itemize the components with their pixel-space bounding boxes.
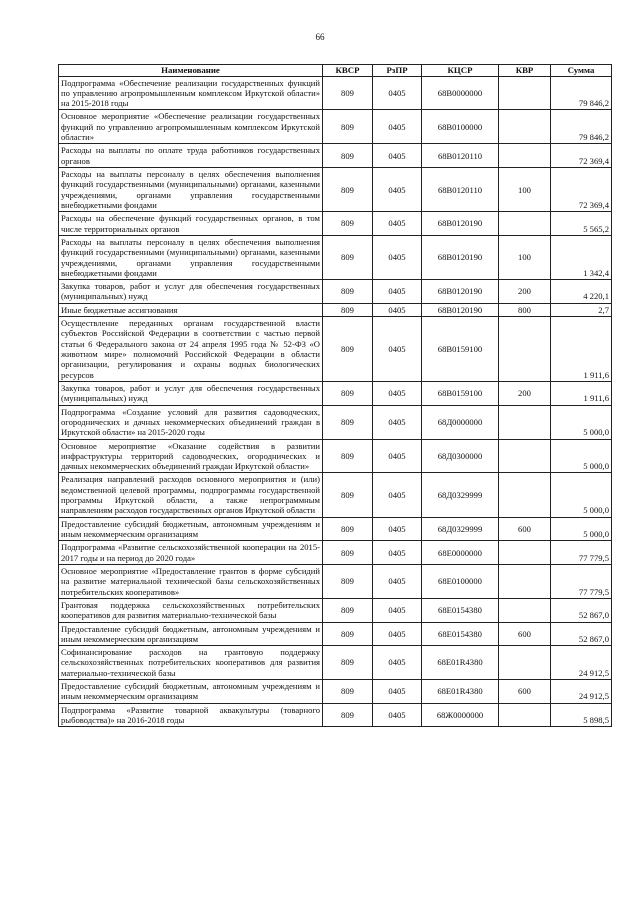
row-rzpr: 0405	[373, 76, 422, 110]
row-sum: 72 369,4	[551, 144, 612, 168]
table-row	[59, 212, 612, 236]
row-kcsr: 68В0120190	[422, 303, 499, 316]
row-kvr	[499, 473, 551, 517]
row-rzpr: 0405	[373, 622, 422, 646]
row-kvr: 200	[499, 381, 551, 405]
row-kvsr: 809	[323, 439, 373, 473]
row-kvsr: 809	[323, 144, 373, 168]
row-kvsr: 809	[323, 317, 373, 382]
row-kvsr: 809	[323, 168, 373, 212]
row-kvsr: 809	[323, 680, 373, 704]
row-kcsr: 68Е01R4380	[422, 646, 499, 680]
table-header-row	[59, 65, 612, 77]
table-row	[59, 144, 612, 168]
row-rzpr: 0405	[373, 235, 422, 279]
row-kcsr: 68Е0100000	[422, 564, 499, 598]
row-kvr: 200	[499, 280, 551, 304]
row-rzpr: 0405	[373, 473, 422, 517]
row-kvsr: 809	[323, 280, 373, 304]
row-kcsr: 68Д0329999	[422, 473, 499, 517]
table-row	[59, 541, 612, 565]
row-sum: 1 911,6	[551, 381, 612, 405]
row-kvsr: 809	[323, 235, 373, 279]
table-row	[59, 381, 612, 405]
row-name: Осуществление переданных органам государственной власти субъектов Российской Федерации в соответствии с частью первой статьи 6 Федерального закона от 24 апреля 1995 года № 52-ФЗ «О животном мире» полномочий Российской Федерации в области организации, регулирования и охраны водных биологических ресурсов	[59, 317, 323, 382]
row-name: Подпрограмма «Развитие товарной аквакультуры (товарного рыбоводства)» на 2016-2018 годы	[59, 703, 323, 727]
table-row	[59, 564, 612, 598]
header-name: Наименование	[59, 65, 323, 77]
table-row	[59, 646, 612, 680]
table-row	[59, 598, 612, 622]
table-row	[59, 439, 612, 473]
table-row	[59, 473, 612, 517]
table-row	[59, 622, 612, 646]
table-row	[59, 76, 612, 110]
row-rzpr: 0405	[373, 646, 422, 680]
row-kvr	[499, 439, 551, 473]
row-rzpr: 0405	[373, 680, 422, 704]
row-kvr: 600	[499, 622, 551, 646]
row-kcsr: 68Е0154380	[422, 622, 499, 646]
row-kvsr: 809	[323, 110, 373, 144]
row-kvr	[499, 110, 551, 144]
row-rzpr: 0405	[373, 405, 422, 439]
row-kvsr: 809	[323, 517, 373, 541]
table-row	[59, 235, 612, 279]
row-rzpr: 0405	[373, 110, 422, 144]
row-kvr	[499, 76, 551, 110]
row-sum: 5 898,5	[551, 703, 612, 727]
row-kvsr: 809	[323, 646, 373, 680]
row-sum: 24 912,5	[551, 680, 612, 704]
row-kvr	[499, 405, 551, 439]
row-rzpr: 0405	[373, 280, 422, 304]
row-kvr: 100	[499, 235, 551, 279]
row-kvsr: 809	[323, 381, 373, 405]
row-kvsr: 809	[323, 598, 373, 622]
row-name: Закупка товаров, работ и услуг для обеспечения государственных (муниципальных) нужд	[59, 280, 323, 304]
row-kcsr: 68Е0000000	[422, 541, 499, 565]
row-name: Расходы на выплаты персоналу в целях обеспечения выполнения функций государственными (муниципальными) органами, казенными учреждениями, органами управления государственными внебюджетными фондами	[59, 235, 323, 279]
table-row	[59, 680, 612, 704]
header-sum: Сумма	[551, 65, 612, 77]
row-name: Расходы на выплаты по оплате труда работников государственных органов	[59, 144, 323, 168]
row-name: Расходы на выплаты персоналу в целях обеспечения выполнения функций государственными (муниципальными) органами, казенными учреждениями, органами управления государственными внебюджетными фондами	[59, 168, 323, 212]
row-rzpr: 0405	[373, 317, 422, 382]
header-rzpr: РзПР	[373, 65, 422, 77]
header-kcsr: КЦСР	[422, 65, 499, 77]
row-sum: 77 779,5	[551, 541, 612, 565]
row-kvr	[499, 598, 551, 622]
row-rzpr: 0405	[373, 564, 422, 598]
row-name: Основное мероприятие «Оказание содействия в развитии инфраструктуры территорий садоводческих, огороднических и дачных некоммерческих объединений граждан Иркутской области»	[59, 439, 323, 473]
row-kcsr: 68В0120190	[422, 280, 499, 304]
row-kcsr: 68Д0000000	[422, 405, 499, 439]
row-sum: 77 779,5	[551, 564, 612, 598]
row-kcsr: 68В0159100	[422, 317, 499, 382]
row-sum: 52 867,0	[551, 598, 612, 622]
row-kvsr: 809	[323, 622, 373, 646]
row-name: Подпрограмма «Развитие сельскохозяйственной кооперации на 2015-2017 годы и на период до 2020 года»	[59, 541, 323, 565]
row-name: Предоставление субсидий бюджетным, автономным учреждениям и иным некоммерческим организациям	[59, 517, 323, 541]
row-kvr	[499, 564, 551, 598]
row-kvr	[499, 541, 551, 565]
row-rzpr: 0405	[373, 541, 422, 565]
row-rzpr: 0405	[373, 144, 422, 168]
row-rzpr: 0405	[373, 703, 422, 727]
row-rzpr: 0405	[373, 517, 422, 541]
row-sum: 5 565,2	[551, 212, 612, 236]
row-kvsr: 809	[323, 303, 373, 316]
row-rzpr: 0405	[373, 598, 422, 622]
row-kcsr: 68В0120110	[422, 168, 499, 212]
page-number: 66	[315, 32, 325, 42]
row-kvr: 600	[499, 680, 551, 704]
row-name: Подпрограмма «Создание условий для развития садоводческих, огороднических и дачных некоммерческих объединений граждан в Иркутской области» на 2015-2020 годы	[59, 405, 323, 439]
table-row	[59, 303, 612, 316]
row-name: Подпрограмма «Обеспечение реализации государственных функций по управлению агропромышленным комплексом Иркутской области» на 2015-2018 годы	[59, 76, 323, 110]
row-kvr: 800	[499, 303, 551, 316]
row-kvr: 100	[499, 168, 551, 212]
row-kcsr: 68Е01R4380	[422, 680, 499, 704]
row-sum: 5 000,0	[551, 473, 612, 517]
row-rzpr: 0405	[373, 168, 422, 212]
row-sum: 52 867,0	[551, 622, 612, 646]
table-row	[59, 703, 612, 727]
row-sum: 5 000,0	[551, 405, 612, 439]
row-name: Реализация направлений расходов основного мероприятия и (или) ведомственной целевой программы, подпрограммы государственной программы Иркутской области, а также непрограммным направлениям расходов государственных органов Иркутской области	[59, 473, 323, 517]
row-kcsr: 68В0159100	[422, 381, 499, 405]
row-sum: 2,7	[551, 303, 612, 316]
table-row	[59, 110, 612, 144]
row-sum: 4 220,1	[551, 280, 612, 304]
row-rzpr: 0405	[373, 212, 422, 236]
row-rzpr: 0405	[373, 439, 422, 473]
table-row	[59, 317, 612, 382]
table-row	[59, 168, 612, 212]
row-kvsr: 809	[323, 76, 373, 110]
row-name: Закупка товаров, работ и услуг для обеспечения государственных (муниципальных) нужд	[59, 381, 323, 405]
row-name: Предоставление субсидий бюджетным, автономным учреждениям и иным некоммерческим организациям	[59, 622, 323, 646]
row-kvsr: 809	[323, 473, 373, 517]
row-kvr	[499, 212, 551, 236]
table-body	[59, 76, 612, 727]
row-kvr: 600	[499, 517, 551, 541]
row-name: Предоставление субсидий бюджетным, автономным учреждениям и иным некоммерческим организациям	[59, 680, 323, 704]
row-kcsr: 68В0120190	[422, 235, 499, 279]
row-kcsr: 68В0000000	[422, 76, 499, 110]
row-name: Основное мероприятие «Предоставление грантов в форме субсидий на развитие материальной технической базы сельскохозяйственных потребительских кооперативов»	[59, 564, 323, 598]
row-kcsr: 68Д0329999	[422, 517, 499, 541]
row-sum: 5 000,0	[551, 439, 612, 473]
row-name: Основное мероприятие «Обеспечение реализации государственных функций по управлению агропромышленным комплексом Иркутской области»	[59, 110, 323, 144]
row-sum: 5 000,0	[551, 517, 612, 541]
table-row	[59, 517, 612, 541]
budget-table	[58, 64, 612, 727]
row-sum: 79 846,2	[551, 76, 612, 110]
row-kvr	[499, 144, 551, 168]
row-kcsr: 68Е0154380	[422, 598, 499, 622]
row-name: Расходы на обеспечение функций государственных органов, в том числе территориальных органов	[59, 212, 323, 236]
table-row	[59, 280, 612, 304]
row-sum: 24 912,5	[551, 646, 612, 680]
row-kcsr: 68Д0300000	[422, 439, 499, 473]
row-sum: 72 369,4	[551, 168, 612, 212]
table-row	[59, 405, 612, 439]
row-name: Иные бюджетные ассигнования	[59, 303, 323, 316]
header-kvsr: КВСР	[323, 65, 373, 77]
row-name: Софинансирование расходов на грантовую поддержку сельскохозяйственных потребительских кооперативов для развития материально-технической базы	[59, 646, 323, 680]
row-kcsr: 68В0100000	[422, 110, 499, 144]
row-kcsr: 68В0120110	[422, 144, 499, 168]
row-sum: 1 342,4	[551, 235, 612, 279]
row-kcsr: 68В0120190	[422, 212, 499, 236]
row-kvsr: 809	[323, 564, 373, 598]
row-sum: 79 846,2	[551, 110, 612, 144]
row-kcsr: 68Ж0000000	[422, 703, 499, 727]
row-kvr	[499, 646, 551, 680]
row-rzpr: 0405	[373, 303, 422, 316]
row-name: Грантовая поддержка сельскохозяйственных потребительских кооперативов для развития материально-технической базы	[59, 598, 323, 622]
row-kvr	[499, 317, 551, 382]
row-kvsr: 809	[323, 212, 373, 236]
header-kvr: КВР	[499, 65, 551, 77]
row-kvsr: 809	[323, 405, 373, 439]
row-kvsr: 809	[323, 703, 373, 727]
row-kvr	[499, 703, 551, 727]
row-rzpr: 0405	[373, 381, 422, 405]
row-sum: 1 911,6	[551, 317, 612, 382]
row-kvsr: 809	[323, 541, 373, 565]
